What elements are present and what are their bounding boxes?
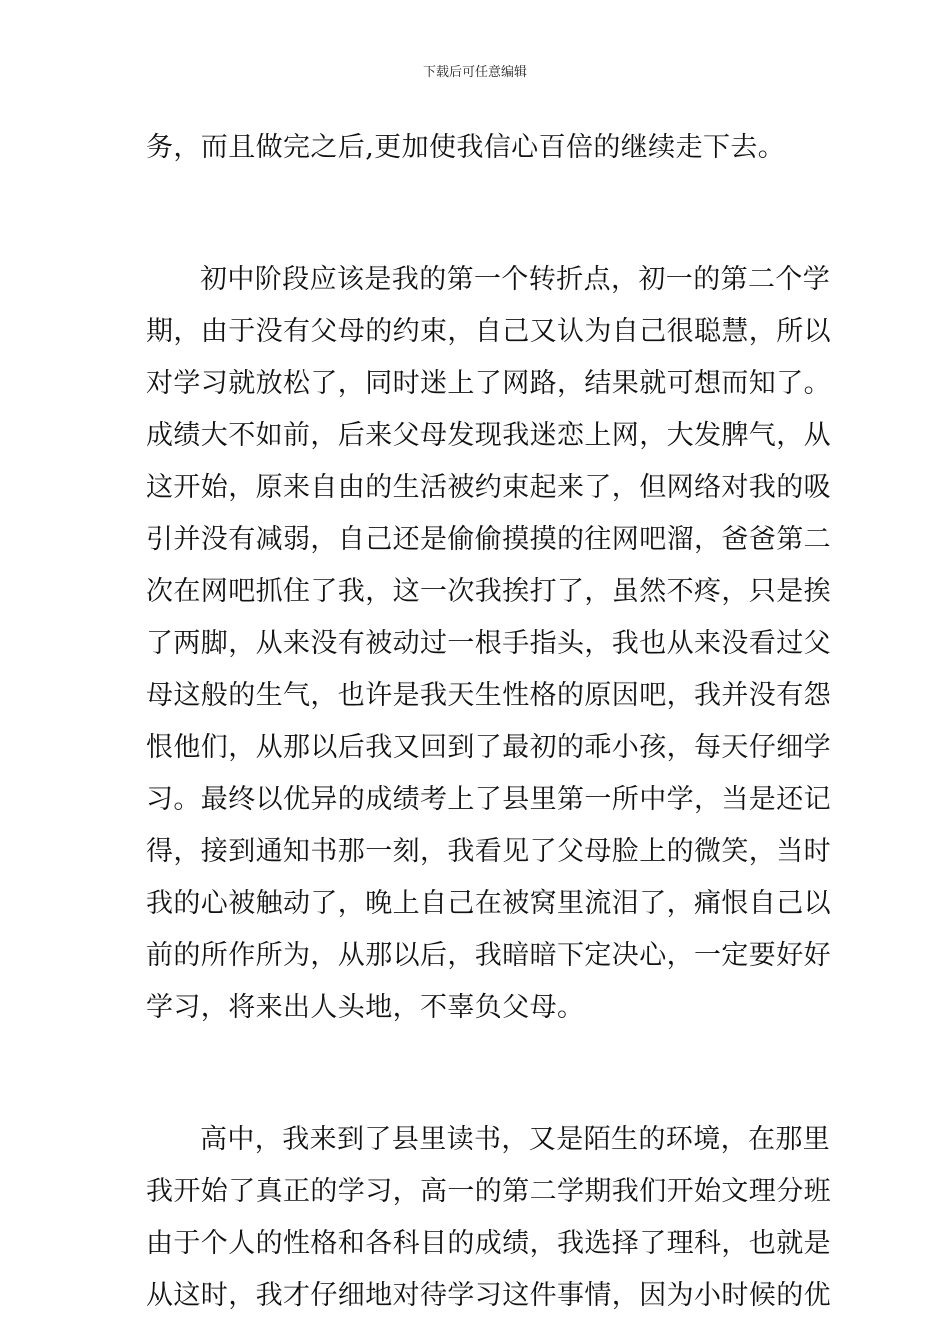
paragraph-1 — [146, 122, 810, 174]
paragraph-spacer — [146, 1034, 810, 1114]
text-line: 从这时，我才仔细地对待学习这件事情，因为小时候的优 — [146, 1280, 831, 1311]
text-line: 由于个人的性格和各科目的成绩，我选择了理科，也就是 — [146, 1228, 831, 1259]
text-line: 我的心被触动了，晚上自己在被窝里流泪了，痛恨自己以 — [146, 888, 831, 919]
page-header: 下载后可任意编辑 — [422, 65, 527, 80]
paragraph-3 — [146, 1114, 831, 1322]
text-line: 习。最终以优异的成绩考上了县里第一所中学，当是还记 — [146, 784, 831, 815]
text-line-first-indented: 初中阶段应该是我的第一个转折点，初一的第二个学 — [200, 264, 831, 295]
text-line: 我开始了真正的学习，高一的第二学期我们开始文理分班 — [146, 1176, 831, 1207]
document-body — [146, 122, 831, 1322]
paragraph-spacer — [146, 174, 810, 254]
text-line: 引并没有减弱，自己还是偷偷摸摸的往网吧溜，爸爸第二 — [146, 524, 831, 555]
text-line: 恨他们，从那以后我又回到了最初的乖小孩，每天仔细学 — [146, 732, 831, 763]
text-line: 前的所作所为，从那以后，我暗暗下定决心，一定要好好 — [146, 940, 831, 971]
text-line: 得，接到通知书那一刻，我看见了父母脸上的微笑，当时 — [146, 836, 831, 867]
paragraph-2 — [146, 254, 831, 1034]
text-line: 对学习就放松了，同时迷上了网路，结果就可想而知了。 — [146, 368, 831, 399]
text-line: 母这般的生气，也许是我天生性格的原因吧，我并没有怨 — [146, 680, 831, 711]
text-line-first-indented: 高中，我来到了县里读书，又是陌生的环境，在那里 — [200, 1124, 831, 1155]
text-line: 务，而且做完之后,更加使我信心百倍的继续走下去。 — [146, 132, 786, 163]
text-line: 了两脚，从来没有被动过一根手指头，我也从来没看过父 — [146, 628, 831, 659]
text-line: 成绩大不如前，后来父母发现我迷恋上网，大发脾气，从 — [146, 420, 831, 451]
text-line: 这开始，原来自由的生活被约束起来了，但网络对我的吸 — [146, 472, 831, 503]
text-line: 学习，将来出人头地，不辜负父母。 — [146, 992, 585, 1023]
text-line: 次在网吧抓住了我，这一次我挨打了，虽然不疼，只是挨 — [146, 576, 831, 607]
text-line: 期，由于没有父母的约束，自己又认为自己很聪慧，所以 — [146, 316, 831, 347]
